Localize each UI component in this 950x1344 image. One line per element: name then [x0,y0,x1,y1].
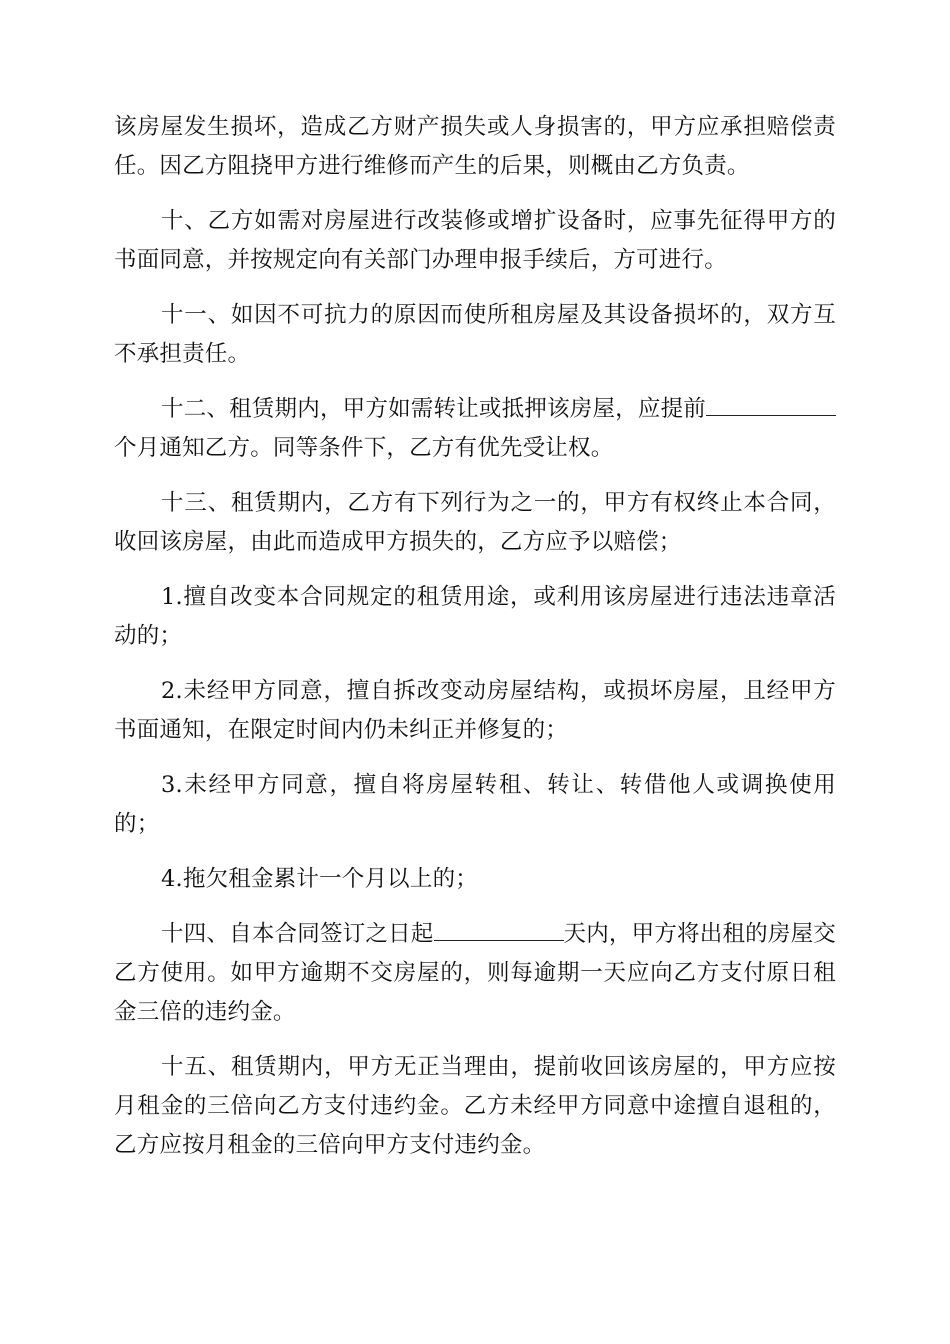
clause-12-before-blank: 十二、租赁期内，甲方如需转让或抵押该房屋，应提前 [161,396,706,422]
clause-11: 十一、如因不可抗力的原因而使所租房屋及其设备损坏的，双方互不承担责任。 [114,302,836,367]
clause-13-item-3: 3.未经甲方同意，擅自将房屋转租、转让、转借他人或调换使用的； [114,772,836,837]
clause-14-before-blank: 十四、自本合同签订之日起 [161,921,434,947]
months-blank[interactable] [706,393,836,416]
clause-10: 十、乙方如需对房屋进行改装修或增扩设备时，应事先征得甲方的书面同意，并按规定向有关部门办理申报手续后，方可进行。 [114,208,836,273]
days-blank[interactable] [434,918,564,941]
clause-12 [114,390,836,468]
clause-14-after-blank: 天内，甲方将出租的房屋交乙方使用。如甲方逾期不交房屋的，则每逾期一天应向乙方支付原日租金三倍的违约金。 [114,921,836,1025]
clause-12-after-blank: 个月通知乙方。同等条件下，乙方有优先受让权。 [114,435,614,461]
clause-13-item-1: 1.擅自改变本合同规定的租赁用途，或利用该房屋进行违法违章活动的； [114,584,836,649]
clause-15: 十五、租赁期内，甲方无正当理由，提前收回该房屋的，甲方应按月租金的三倍向乙方支付违约金。乙方未经甲方同意中途擅自退租的，乙方应按月租金的三倍向甲方支付违约金。 [114,1054,836,1158]
clause-13-item-4: 4.拖欠租金累计一个月以上的； [161,866,478,892]
paragraph-repair-liability: 该房屋发生损坏，造成乙方财产损失或人身损害的，甲方应承担赔偿责任。因乙方阻挠甲方进行维修而产生的后果，则概由乙方负责。 [114,114,836,179]
clause-13: 十三、租赁期内，乙方有下列行为之一的，甲方有权终止本合同，收回该房屋，由此而造成甲方损失的，乙方应予以赔偿； [114,490,836,555]
clause-14 [114,915,836,1032]
document-page [114,108,836,1181]
clause-13-item-2: 2.未经甲方同意，擅自拆改变动房屋结构，或损坏房屋，且经甲方书面通知，在限定时间内仍未纠正并修复的； [114,678,836,743]
